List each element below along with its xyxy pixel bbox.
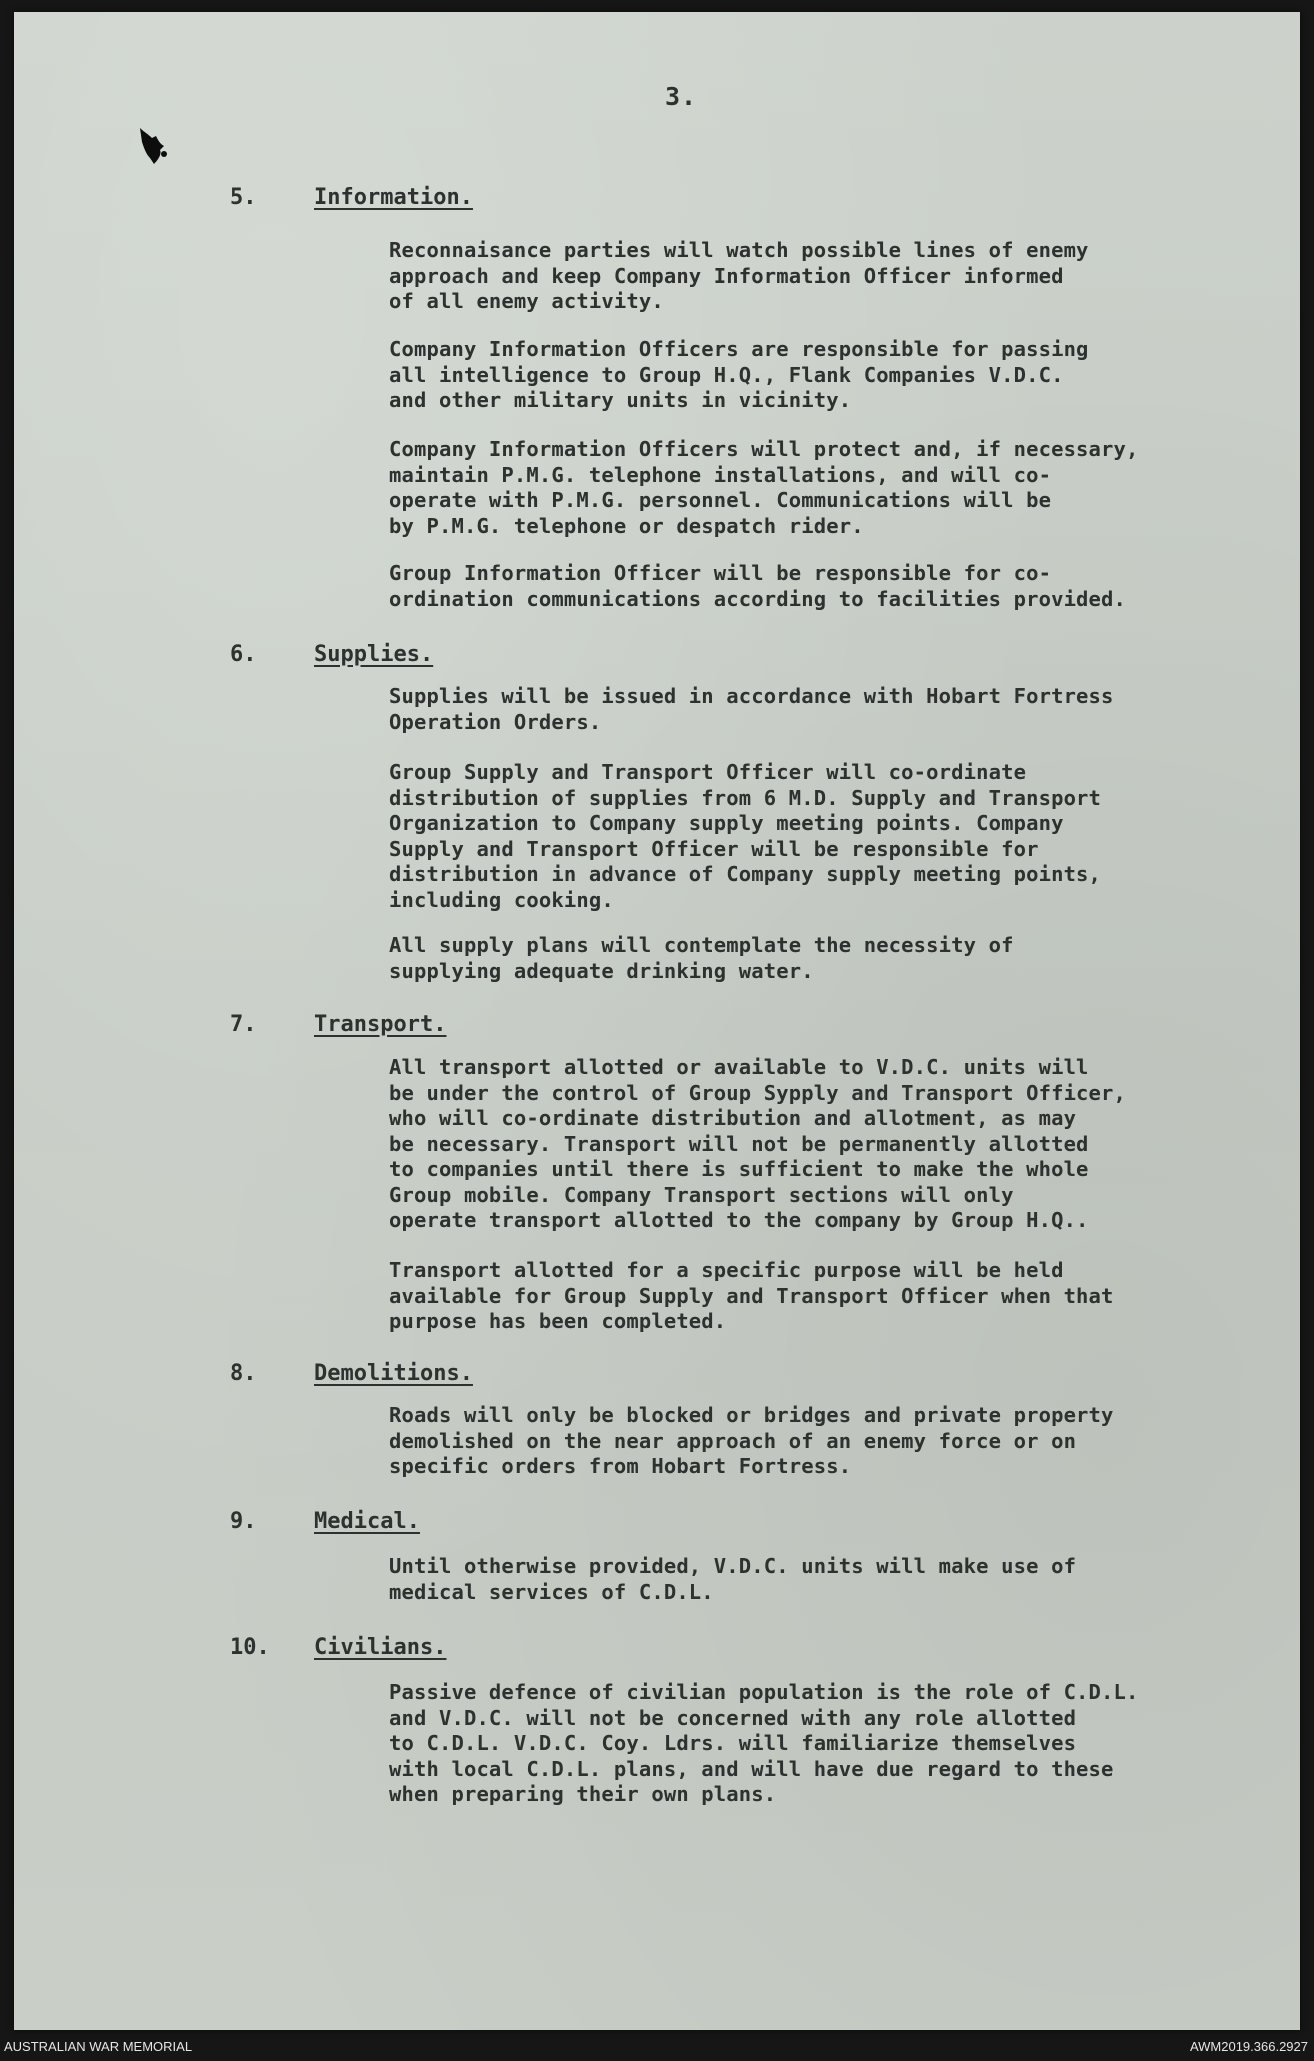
ink-mark-icon [134,124,174,168]
paragraph: All transport allotted or available to V.D.C. units will be under the control of Group Sypply and Transport Officer, who will co-ordinate distribution and allotment, as may be necessary. Transport will not be permanently allotted to companies until there is sufficient to make the whole Group mobile. Company Transport sections will only operate transport allotted to the company by Group H.Q.. [389,1055,1127,1232]
page-number: 3. [665,82,698,111]
paragraph: Company Information Officers will protect and, if necessary, maintain P.M.G. telephone installations, and will co- operate with P.M.G. personnel. Communications will be by P.M.G. telephone or despatch rider. [389,437,1139,538]
section-title: Demolitions. [314,1361,473,1386]
section-number: 10. [230,1635,270,1660]
section-number: 6. [230,642,257,667]
section-number: 5. [230,185,257,210]
footer-credit: AUSTRALIAN WAR MEMORIAL [4,2039,193,2054]
section-title: Transport. [314,1012,447,1037]
section-title: Civilians. [314,1635,447,1660]
paragraph: Group Information Officer will be responsible for co- ordination communications according to facilities provided. [389,561,1127,611]
paragraph: Reconnaisance parties will watch possible lines of enemy approach and keep Company Information Officer informed of all enemy activity. [389,238,1089,313]
section-title: Supplies. [314,642,434,667]
paragraph: Until otherwise provided, V.D.C. units will make use of medical services of C.D.L. [389,1554,1077,1604]
section-title: Medical. [314,1509,420,1534]
paragraph: Supplies will be issued in accordance with Hobart Fortress Operation Orders. [389,684,1114,734]
footer-accession-number: AWM2019.366.2927 [1189,2039,1308,2054]
paragraph: Company Information Officers are responsible for passing all intelligence to Group H.Q., Flank Companies V.D.C. and other military units in vicinity. [389,337,1089,412]
section-title: Information. [314,185,473,210]
paragraph: Group Supply and Transport Officer will co-ordinate distribution of supplies from 6 M.D. Supply and Transport Organization to Company supply meeting points. Company Supply and Transport Officer will be responsible for distribution in advance of Company supply meeting points, including cooking. [389,760,1102,912]
section-number: 8. [230,1361,257,1386]
section-number: 7. [230,1012,257,1037]
paragraph: Passive defence of civilian population is the role of C.D.L. and V.D.C. will not be concerned with any role allotted to C.D.L. V.D.C. Coy. Ldrs. will familiarize themselves with local C.D.L. plans, and will have due regard to these when preparing their own plans. [389,1680,1139,1806]
section-number: 9. [230,1509,257,1534]
paragraph: All supply plans will contemplate the necessity of supplying adequate drinking water. [389,933,1014,983]
document-body [14,12,1300,2030]
paragraph: Roads will only be blocked or bridges and private property demolished on the near approach of an enemy force or on specific orders from Hobart Fortress. [389,1403,1114,1478]
paragraph: Transport allotted for a specific purpose will be held available for Group Supply and Transport Officer when that purpose has been completed. [389,1258,1114,1333]
document-sheet [14,12,1300,2030]
